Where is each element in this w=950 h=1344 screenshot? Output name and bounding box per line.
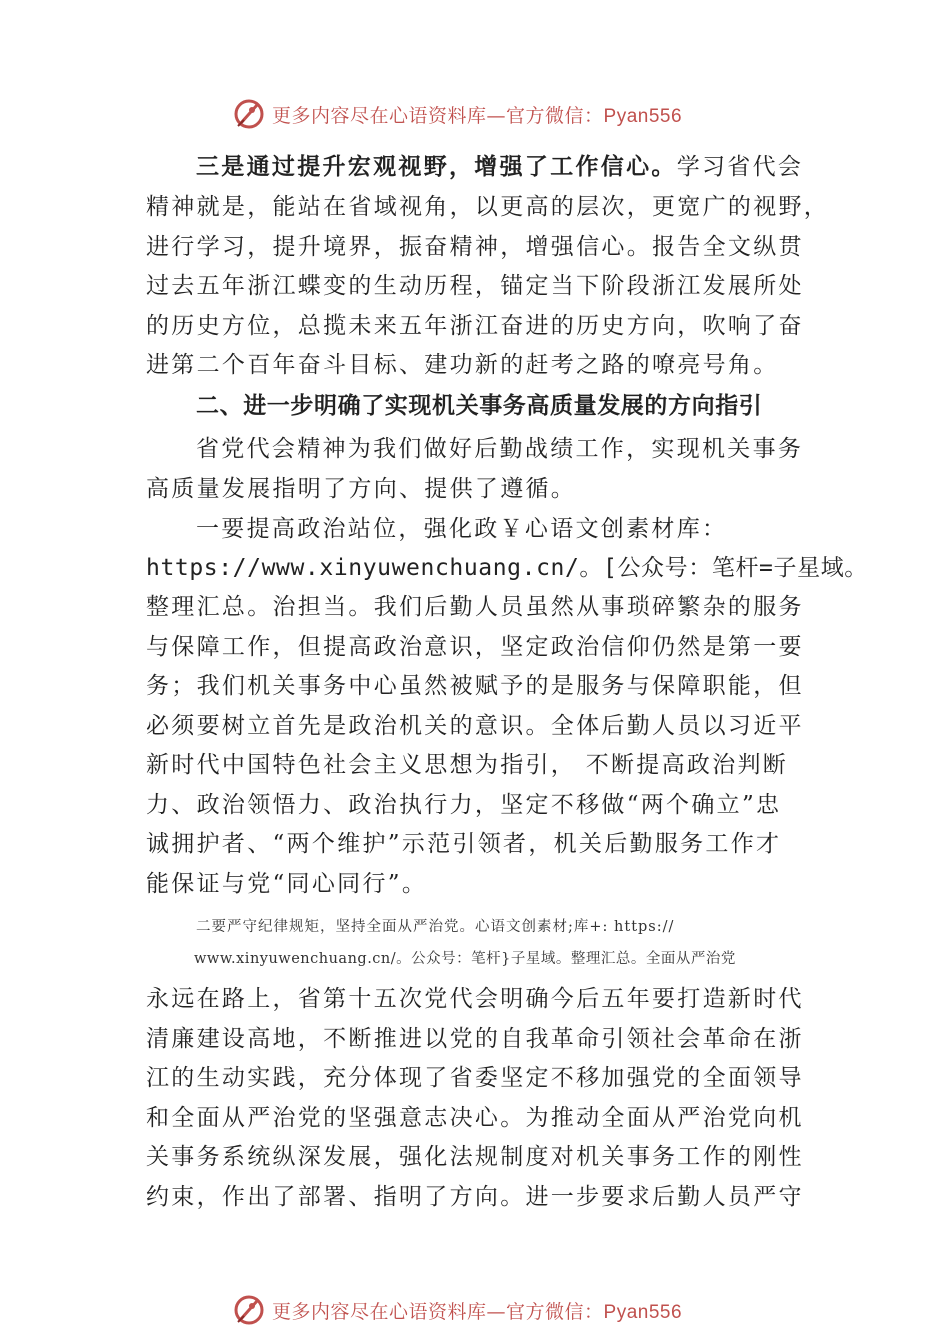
paragraph-line: 永远在路上，省第十五次党代会明确今后五年要打造新时代 — [146, 986, 804, 1012]
paragraph-line: 一要提高政治站位，强化政￥心语文创素材库： — [196, 516, 728, 542]
header-banner-text: 更多内容尽在心语资料库—官方微信：Pyan556 — [272, 104, 683, 127]
paragraph-line: 必须要树立首先是政治机关的意识。全体后勤人员以习近平 — [146, 713, 804, 739]
paragraph-line: 力、政治领悟力、政治执行力，坚定不移做“两个确立”忠 — [146, 792, 782, 818]
footer-banner-text: 更多内容尽在心语资料库—官方微信：Pyan556 — [272, 1300, 683, 1323]
paragraph-line: 诚拥护者、“两个维护”示范引领者，机关后勤服务工作才 — [146, 831, 782, 857]
inserted-note-line: www.xinyuwenchuang.cn/。公众号：笔杆}子星域。整理汇总。全面从严治党 — [194, 951, 736, 967]
document-body — [146, 0, 868, 1344]
inserted-note-line: 二要严守纪律规矩，坚持全面从严治党。心语文创素材;库+: https:// — [196, 919, 675, 935]
paragraph-line: 三是通过提升宏观视野，增强了工作信心。学习省代会 — [196, 153, 804, 180]
paragraph-line: 江的生动实践，充分体现了省委坚定不移加强党的全面领导 — [146, 1065, 804, 1091]
paragraph-line: 关事务系统纵深发展，强化法规制度对机关事务工作的刚性 — [146, 1144, 804, 1170]
paragraph-line: 精神就是，能站在省域视角，以更高的层次，更宽广的视野， — [146, 194, 830, 220]
paragraph-line: 务；我们机关事务中心虽然被赋予的是服务与保障职能，但 — [146, 673, 804, 699]
paragraph-line: 清廉建设高地，不断推进以党的自我革命引领社会革命在浙 — [146, 1026, 804, 1052]
paragraph-line: 的历史方位，总揽未来五年浙江奋进的历史方向，吹响了奋 — [146, 313, 804, 339]
paragraph-line: 整理汇总。治担当。我们后勤人员虽然从事琐碎繁杂的服务 — [146, 594, 804, 620]
paragraph-line: https://www.xinyuwenchuang.cn/。[公众号：笔杆=子星域。 — [146, 555, 868, 581]
paragraph-line: 进第二个百年奋斗目标、建功新的赶考之路的嘹亮号角。 — [146, 352, 779, 378]
paragraph-line: 过去五年浙江蝶变的生动历程，锚定当下阶段浙江发展所处 — [146, 273, 804, 299]
paragraph-line: 高质量发展指明了方向、提供了遵循。 — [146, 476, 577, 502]
footer-banner — [232, 1290, 682, 1330]
paragraph-line: 能保证与党“同心同行”。 — [146, 871, 428, 897]
section-heading: 二、进一步明确了实现机关事务高质量发展的方向指引 — [196, 392, 763, 419]
pen-logo-icon — [232, 1293, 266, 1327]
paragraph-line: 和全面从严治党的坚强意志决心。为推动全面从严治党向机 — [146, 1105, 804, 1131]
paragraph-line: 与保障工作，但提高政治意识，坚定政治信仰仍然是第一要 — [146, 634, 804, 660]
paragraph-line: 省党代会精神为我们做好后勤战绩工作，实现机关事务 — [196, 436, 804, 462]
paragraph-line: 约束，作出了部署、指明了方向。进一步要求后勤人员严守 — [146, 1184, 804, 1210]
paragraph-line: 进行学习，提升境界，振奋精神，增强信心。报告全文纵贯 — [146, 234, 804, 260]
paragraph-line: 新时代中国特色社会主义思想为指引， 不断提高政治判断 — [146, 752, 789, 778]
